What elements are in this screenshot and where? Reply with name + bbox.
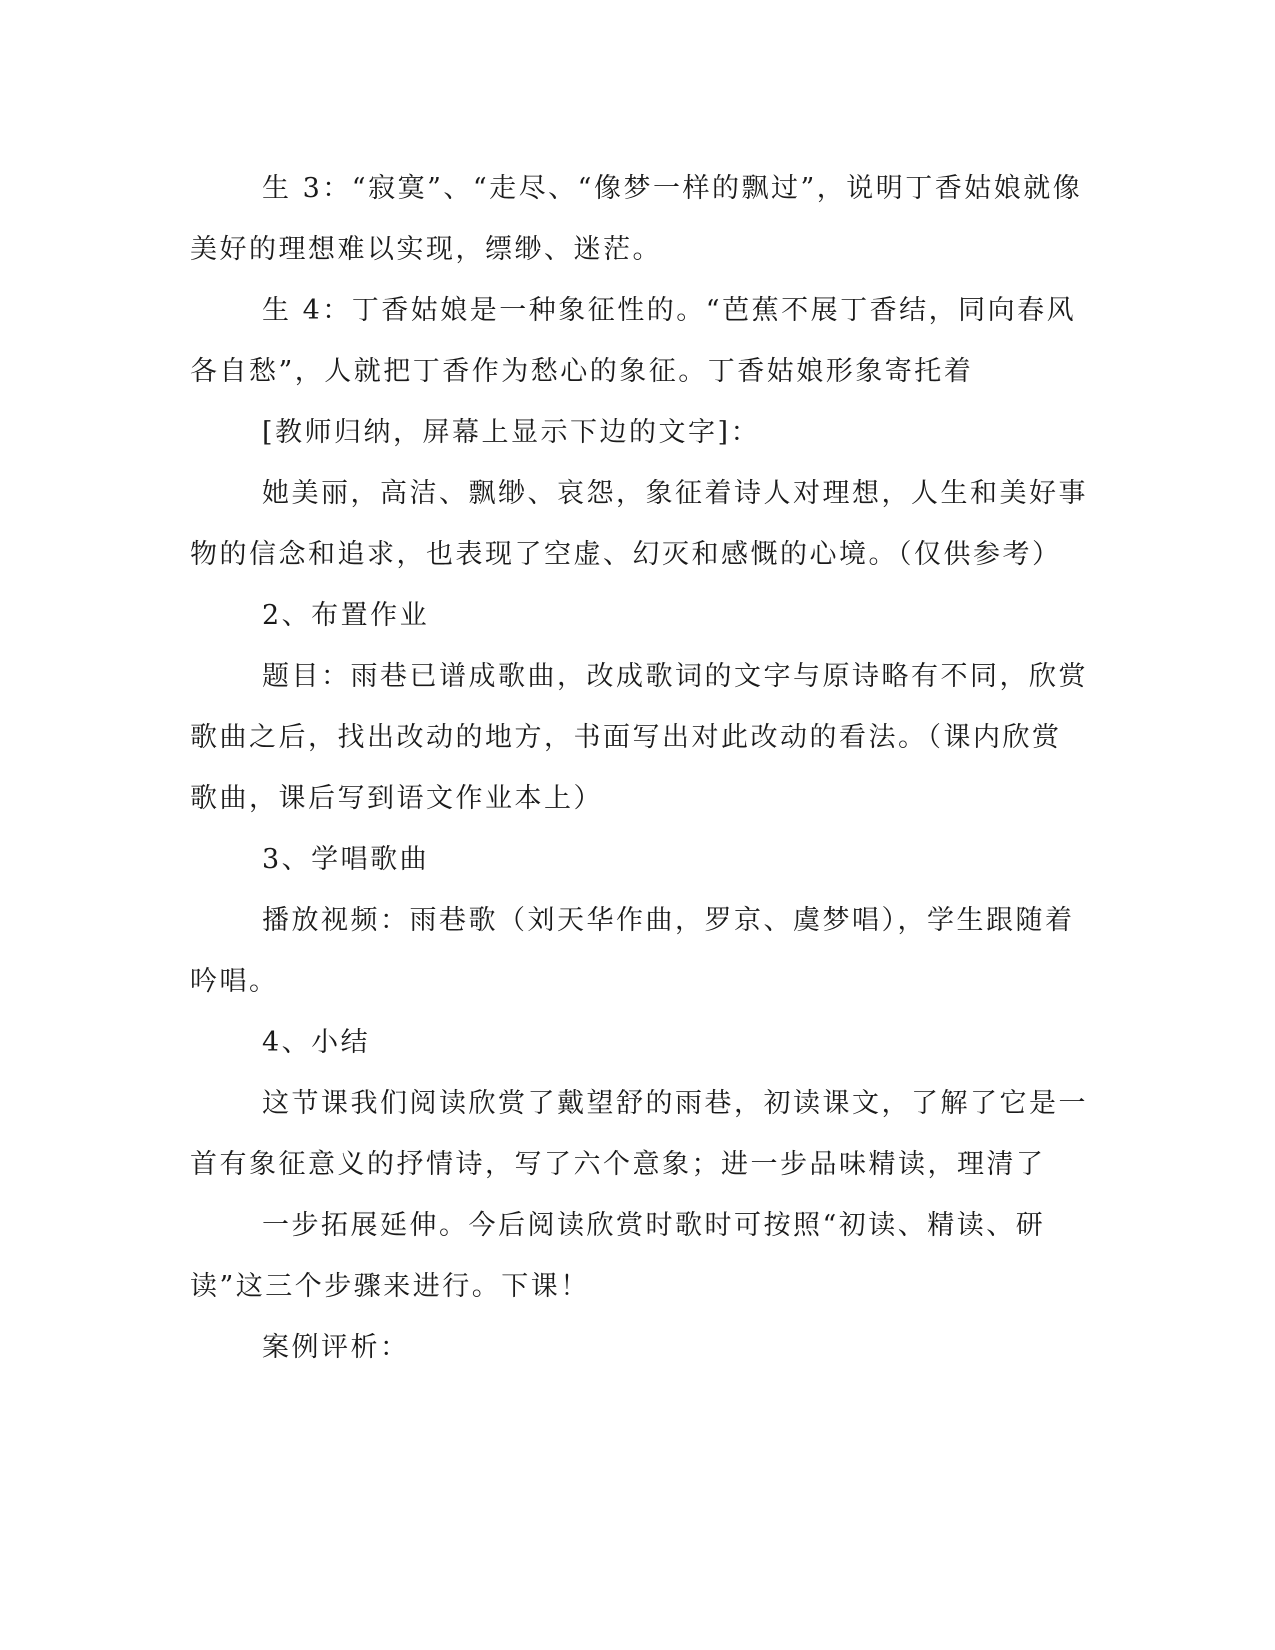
paragraph-summary-text: 她美丽，高洁、飘缈、哀怨，象征着诗人对理想，人生和美好事物的信念和追求，也表现了空虚、幻灭和感慨的心境。（仅供参考） <box>190 478 1088 570</box>
heading-conclusion: 4、小结 <box>262 1027 371 1058</box>
paragraph-student-4: 生 4：丁香姑娘是一种象征性的。“芭蕉不展丁香结，同向春风各自愁”，人就把丁香作为愁心的象征。丁香姑娘形象寄托着 <box>190 295 1077 387</box>
paragraph-student-3: 生 3：“寂寞”、“走尽、“像梦一样的飘过”，说明丁香姑娘就像美好的理想难以实现，缥缈、迷茫。 <box>190 173 1083 265</box>
paragraph-conclusion: 这节课我们阅读欣赏了戴望舒的雨巷，初读课文，了解了它是一首有象征意义的抒情诗，写了六个意象；进一步品味精读，理清了 <box>190 1088 1088 1180</box>
heading-homework: 2、布置作业 <box>262 600 430 631</box>
paragraph-homework: 题目：雨巷已谱成歌曲，改成歌词的文字与原诗略有不同，欣赏歌曲之后，找出改动的地方，书面写出对此改动的看法。（课内欣赏歌曲，课后写到语文作业本上） <box>190 661 1088 814</box>
paragraph-play-video: 播放视频：雨巷歌（刘天华作曲，罗京、虞梦唱），学生跟随着吟唱。 <box>190 905 1075 997</box>
document-body <box>190 158 1090 1378</box>
paragraph-conclusion-continued: 一步拓展延伸。今后阅读欣赏时歌时可按照“初读、精读、研读”这三个步骤来进行。下课！ <box>190 1210 1046 1302</box>
heading-learn-song: 3、学唱歌曲 <box>262 844 430 875</box>
paragraph-teacher-summary-note: [教师归纳，屏幕上显示下边的文字]： <box>262 417 761 448</box>
heading-case-analysis: 案例评析： <box>262 1332 410 1363</box>
